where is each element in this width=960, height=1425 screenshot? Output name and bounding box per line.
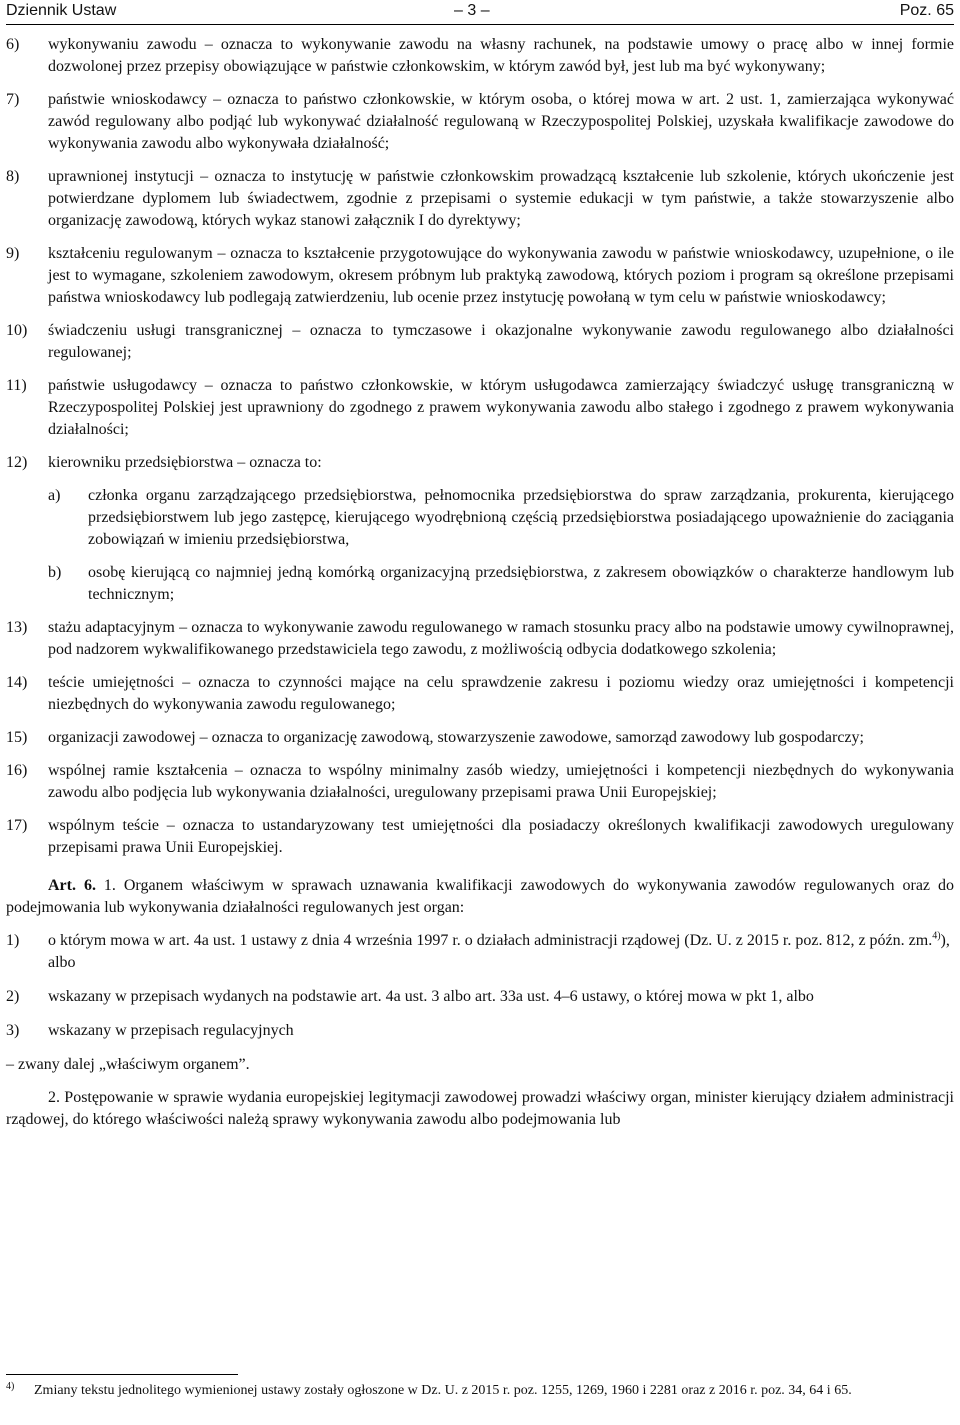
article-lead-text: 1. Organem właściwym w sprawach uznawania kwalifikacji zawodowych do wykonywania zawodów regulowanych oraz do podejmowania lub wykonywania działalności regulowanych jest organ: xyxy=(6,877,954,916)
definitions-list-continued xyxy=(6,617,954,859)
article-item xyxy=(6,1020,954,1042)
item-number: 6) xyxy=(6,36,20,53)
list-item xyxy=(6,727,954,749)
article-label: Art. 6. xyxy=(48,877,96,894)
list-item xyxy=(6,617,954,661)
list-item xyxy=(6,34,954,78)
footnote-divider xyxy=(6,1374,238,1375)
item-text: wykonywaniu zawodu – oznacza to wykonywanie zawodu na własny rachunek, na podstawie umowy o pracę albo w innej formie dozwolonej przez przepisy obowiązujące w państwie członkowskim, w którym zawód był, jest lub ma być wykonywany; xyxy=(48,36,954,75)
journal-title: Dziennik Ustaw xyxy=(6,2,117,19)
footnote-text: Zmiany tekstu jednolitego wymienionej ustawy zostały ogłoszone w Dz. U. z 2015 r. poz. 1255, 1269, 1960 i 2281 oraz z 2016 r. poz. 34, 64 i 65. xyxy=(34,1383,852,1398)
item-number: 7) xyxy=(6,91,20,108)
list-item xyxy=(6,243,954,309)
subitems-list xyxy=(6,485,954,606)
item-text: kierowniku przedsiębiorstwa – oznacza to: xyxy=(48,454,322,471)
item-number: 1) xyxy=(6,932,20,949)
list-item xyxy=(6,672,954,716)
article-closing: – zwany dalej „właściwym organem”. xyxy=(6,1056,250,1073)
article-6-paragraph-2: 2. Postępowanie w sprawie wydania europejskiej legitymacji zawodowej prowadzi właściwy organ, minister kierujący działem administracji rządowej, do którego właściwości należą sprawy wykonywania zawodu albo podejmowania lub xyxy=(6,1089,954,1128)
list-item xyxy=(6,485,954,551)
item-text: państwie usługodawcy – oznacza to państwo członkowskie, w którym usługodawca zamierzający świadczyć usługę transgraniczną w Rzeczypospolitej Polskiej jest uprawniony do zgodnego z prawem wykonywania zawodu albo stałego i zgodnego z prawem wykonywania działalności; xyxy=(48,377,954,438)
footnote-mark: 4) xyxy=(6,1381,15,1392)
item-text: państwie wnioskodawcy – oznacza to państwo członkowskie, w którym osoba, o której mowa w art. 2 ust. 1, zamierzająca wykonywać zawód regulowany albo podjąć lub wykonywać działalność regulowaną w Rzeczypospolitej Polskiej, uzyskała kwalifikacje zawodowe do wykonywania zawodu albo wykonywała działalność; xyxy=(48,91,954,152)
list-item xyxy=(6,320,954,364)
item-number: 2) xyxy=(6,988,20,1005)
item-number: 16) xyxy=(6,762,28,779)
item-text: wspólnym teście – oznacza to ustandaryzowany test umiejętności dla posiadaczy określonych kwalifikacji zawodowych uregulowany przepisami prawa Unii Europejskiej. xyxy=(48,817,954,856)
article-item xyxy=(6,930,954,974)
item-text: członka organu zarządzającego przedsiębiorstwa, pełnomocnika przedsiębiorstwa do spraw zarządzania, prokurenta, kierującego przedsiębiorstwem lub jego zastępcę, kierującego wyodrębnioną częścią przedsiębiorstwa posiadającego upoważnienie do zaciągania zobowiązań w imieniu przedsiębiorstwa, xyxy=(88,487,954,548)
page-header xyxy=(6,0,954,25)
item-text-after: ), albo xyxy=(48,932,950,971)
item-number: 11) xyxy=(6,377,27,394)
list-item xyxy=(6,760,954,804)
document-body xyxy=(6,34,954,1142)
item-number: 14) xyxy=(6,674,28,691)
footnote-reference[interactable]: 4) xyxy=(932,930,941,942)
page-number: – 3 – xyxy=(454,2,490,19)
definitions-list xyxy=(6,34,954,474)
list-item xyxy=(6,452,954,474)
item-text: uprawnionej instytucji – oznacza to instytucję w państwie członkowskim prowadzącą kształcenie lub szkolenie, których ukończenie jest potwierdzane dyplomem lub świadectwem, zgodnie z przepisami o systemie edukacji w tym państwie, a także stowarzyszenie albo organizację zawodową, których wykaz stanowi załącznik I do dyrektywy; xyxy=(48,168,954,229)
item-number: 15) xyxy=(6,729,28,746)
item-number: 13) xyxy=(6,619,28,636)
item-number: 8) xyxy=(6,168,20,185)
article-items-list xyxy=(6,930,954,1042)
item-number: 3) xyxy=(6,1022,20,1039)
list-item xyxy=(6,375,954,441)
item-text: o którym mowa w art. 4a ust. 1 ustawy z dnia 4 września 1997 r. o działach administracji rządowej (Dz. U. z 2015 r. poz. 812, z późn. zm. xyxy=(48,932,933,949)
article-item xyxy=(6,986,954,1008)
item-number: b) xyxy=(48,564,62,581)
list-item xyxy=(6,166,954,232)
item-number: a) xyxy=(48,487,61,504)
item-number: 17) xyxy=(6,817,28,834)
item-number: 9) xyxy=(6,245,20,262)
article-6-paragraph-1 xyxy=(6,875,954,919)
item-text: wskazany w przepisach regulacyjnych xyxy=(48,1022,294,1039)
item-text: wspólnej ramie kształcenia – oznacza to wspólny minimalny zasób wiedzy, umiejętności i kompetencji niezbędnych do wykonywania zawodu albo podjęcia lub wykonywania działalności, uregulowany przepisami prawa Unii Europejskiej; xyxy=(48,762,954,801)
item-text: świadczeniu usługi transgranicznej – oznacza to tymczasowe i okazjonalne wykonywanie zawodu regulowanego albo działalności regulowanej; xyxy=(48,322,954,361)
position-number: Poz. 65 xyxy=(899,2,954,19)
list-item xyxy=(6,89,954,155)
item-text: osobę kierującą co najmniej jedną komórką organizacyjną przedsiębiorstwa, z zakresem obowiązków o charakterze handlowym lub technicznym; xyxy=(88,564,954,603)
footnote xyxy=(6,1381,954,1401)
item-text: kształceniu regulowanym – oznacza to kształcenie przygotowujące do wykonywania zawodu w państwie wnioskodawcy, uzupełnione, o ile jest to wymagane, szkoleniem zawodowym, okresem próbnym lub praktyką zawodową, których poziom i program są określone przepisami państwa wnioskodawcy lub podlegają zatwierdzeniu, lub ocenie przez instytucję powołaną w tym celu w państwie wnioskodawcy; xyxy=(48,245,954,306)
list-item xyxy=(6,815,954,859)
item-number: 10) xyxy=(6,322,28,339)
item-text: stażu adaptacyjnym – oznacza to wykonywanie zawodu regulowanego w ramach stosunku pracy albo na podstawie umowy cywilnoprawnej, pod nadzorem wykwalifikowanego przedstawiciela tego zawodu, z możliwością odbycia dodatkowego szkolenia; xyxy=(48,619,954,658)
item-text: wskazany w przepisach wydanych na podstawie art. 4a ust. 3 albo art. 33a ust. 4–6 ustawy, o której mowa w pkt 1, albo xyxy=(48,988,814,1005)
item-number: 12) xyxy=(6,454,28,471)
item-text: organizacji zawodowej – oznacza to organizację zawodową, stowarzyszenie zawodowe, samorząd zawodowy lub gospodarczy; xyxy=(48,729,864,746)
list-item xyxy=(6,562,954,606)
item-text: teście umiejętności – oznacza to czynności mające na celu sprawdzenie zakresu i poziomu wiedzy oraz umiejętności i kompetencji niezbędnych do wykonywania zawodu regulowanego; xyxy=(48,674,954,713)
